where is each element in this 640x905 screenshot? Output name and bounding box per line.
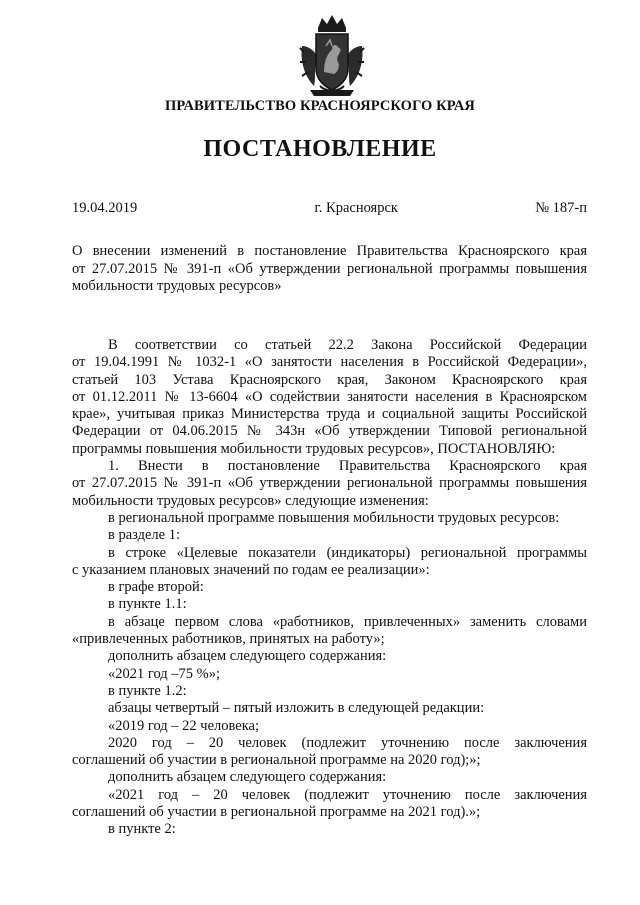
body-line: «2021 год – 20 человек (подлежит уточнению после заключения: [108, 786, 587, 803]
body-line: соглашений об участии в региональной программе на 2020 год);»;: [72, 752, 481, 769]
government-title: ПРАВИТЕЛЬСТВО КРАСНОЯРСКОГО КРАЯ: [164, 98, 475, 114]
document-number: № 187-п: [535, 200, 587, 216]
body-line: дополнить абзацем следующего содержания:: [108, 648, 387, 665]
body-line: в пункте 1.1:: [108, 596, 187, 613]
document-body: [72, 337, 587, 839]
body-line: в разделе 1:: [108, 527, 181, 544]
document-meta: [72, 200, 587, 217]
body-line: «2019 год – 22 человека;: [108, 717, 259, 734]
body-line: абзацы четвертый – пятый изложить в следующей редакции:: [108, 700, 485, 717]
body-line: в абзаце первом слова «работников, привлеченных» заменить словами: [108, 613, 587, 630]
body-line: крае», учитывая приказ Министерства труда и социальной защиты Российской: [72, 406, 587, 423]
subject-line: О внесении изменений в постановление Правительства Красноярского края: [72, 243, 587, 259]
body-line: В соответствии со статьей 22.2 Закона Российской Федерации: [108, 337, 587, 353]
subject-line: мобильности трудовых ресурсов»: [72, 278, 282, 294]
document-date: 19.04.2019: [72, 200, 138, 216]
body-line: от 27.07.2015 № 391-п «Об утверждении региональной программы повышения: [72, 475, 587, 492]
body-line: в пункте 1.2:: [108, 682, 187, 699]
body-line: от 01.12.2011 № 13-6604 «О содействии занятости населения в Красноярском: [72, 388, 587, 405]
body-line: Федерации от 04.06.2015 № 343н «Об утверждении Типовой региональной: [72, 423, 587, 440]
subject-line: от 27.07.2015 № 391-п «Об утверждении региональной программы повышения: [72, 260, 587, 277]
document-subject: [72, 243, 587, 296]
document-city: г. Красноярск: [314, 200, 398, 216]
body-line: в графе второй:: [108, 579, 204, 596]
body-line: с указанием плановых значений по годам ее реализации»:: [72, 561, 430, 578]
document-type-title: ПОСТАНОВЛЕНИЕ: [203, 136, 437, 162]
body-line: от 19.04.1991 № 1032-1 «О занятости населения в Российской Федерации»,: [72, 354, 587, 371]
body-line: в региональной программе повышения мобильности трудовых ресурсов:: [108, 509, 560, 526]
body-line: в строке «Целевые показатели (индикаторы) региональной программы: [108, 544, 587, 561]
body-line: мобильности трудовых ресурсов» следующие изменения:: [72, 492, 429, 509]
body-line: «привлеченных работников, принятых на работу»;: [72, 631, 385, 648]
body-line: программы повышения мобильности трудовых ресурсов», ПОСТАНОВЛЯЮ:: [72, 440, 556, 457]
body-line: 1. Внести в постановление Правительства Красноярского края: [108, 458, 587, 475]
body-line: статьей 103 Устава Красноярского края, Законом Красноярского края: [72, 371, 587, 388]
body-line: 2020 год – 20 человек (подлежит уточнению после заключения: [108, 734, 587, 751]
body-line: «2021 год –75 %»;: [108, 665, 221, 682]
body-line: соглашений об участии в региональной программе на 2021 год).»;: [72, 804, 481, 821]
body-line: дополнить абзацем следующего содержания:: [108, 769, 387, 786]
body-line: в пункте 2:: [108, 821, 176, 838]
coat-of-arms-icon: [296, 12, 368, 98]
